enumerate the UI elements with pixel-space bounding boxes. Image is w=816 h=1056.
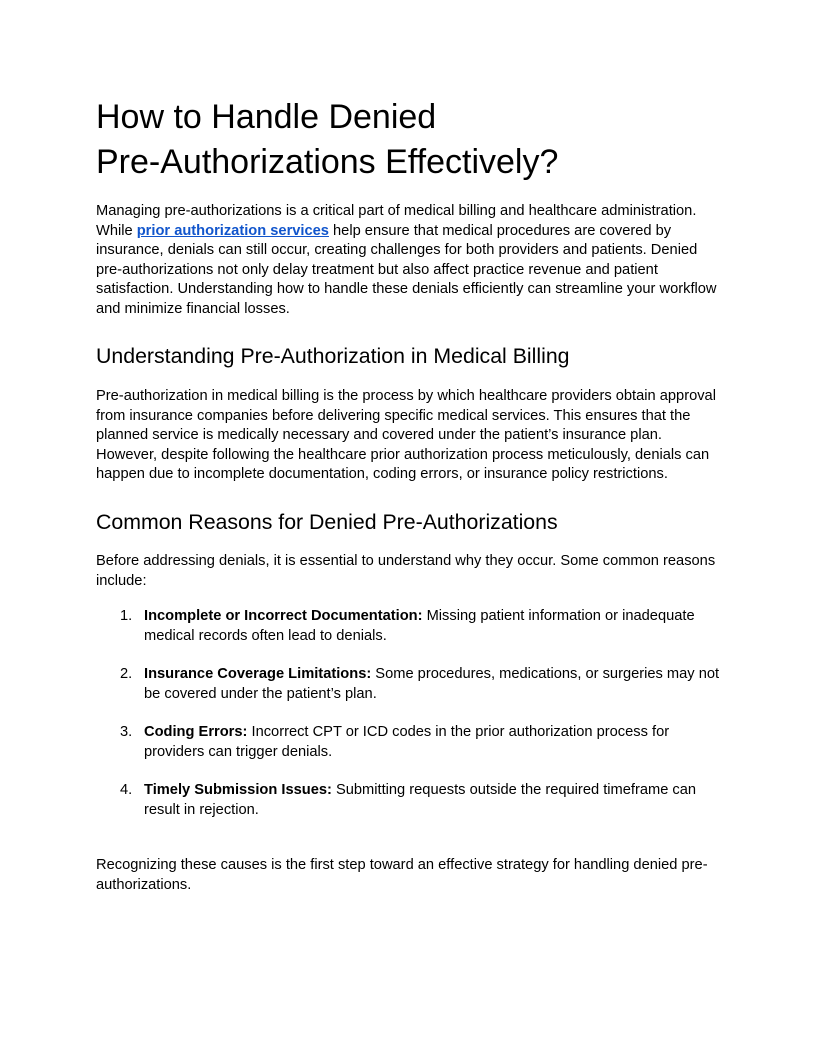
list-item: [120, 781, 724, 820]
section-heading-common-reasons: Common Reasons for Denied Pre-Authorizations: [96, 510, 558, 534]
list-item: [120, 665, 724, 704]
list-item-title: Timely Submission Issues:: [144, 782, 332, 798]
intro-text-before: Managing pre-authorizations is a critical part of medical billing and healthcare administration. While: [96, 203, 697, 239]
list-item: [120, 607, 724, 646]
title-line-2: Pre-Authorizations Effectively?: [96, 143, 559, 181]
list-number: 1.: [120, 608, 133, 624]
intro-text-after: help ensure that medical procedures are covered by insurance, denials can still occur, creating challenges for both providers and patients. Denied pre-authorizations not only delay treatment but also affect practice revenue and patient satisfaction. Understanding how to handle these denials efficiently can streamline your workflow and minimize financial losses.: [96, 222, 717, 317]
list-number: 3.: [120, 724, 133, 740]
list-item-title: Insurance Coverage Limitations:: [144, 666, 372, 682]
title-line-1: How to Handle Denied: [96, 98, 437, 136]
section-common-reasons-intro: Before addressing denials, it is essential to understand why they occur. Some common reasons include:: [96, 553, 716, 589]
list-item-text: Submitting requests outside the required timeframe can result in rejection.: [144, 782, 697, 818]
closing-paragraph: Recognizing these causes is the first step toward an effective strategy for handling denied pre-authorizations.: [96, 857, 708, 893]
section-understanding-body: Pre-authorization in medical billing is the process by which healthcare providers obtain approval from insurance companies before delivering specific medical services. This ensures that the planned service is medically necessary and covered under the patient’s insurance plan. However, despite following the healthcare prior authorization process meticulously, denials can happen due to incomplete documentation, coding errors, or insurance policy restrictions.: [96, 388, 716, 482]
page-title: [96, 95, 724, 185]
list-item: [120, 723, 724, 762]
section-heading-understanding: Understanding Pre-Authorization in Medical Billing: [96, 344, 570, 368]
list-number: 2.: [120, 666, 133, 682]
list-item-text: Incorrect CPT or ICD codes in the prior authorization process for providers can trigger denials.: [144, 724, 670, 760]
list-number: 4.: [120, 782, 133, 798]
list-item-text: Missing patient information or inadequate medical records often lead to denials.: [144, 608, 695, 644]
prior-authorization-services-link[interactable]: prior authorization services: [136, 222, 329, 239]
list-item-title: Incomplete or Incorrect Documentation:: [144, 608, 423, 624]
list-item-text: Some procedures, medications, or surgeries may not be covered under the patient’s plan.: [144, 666, 720, 702]
list-item-title: Coding Errors:: [144, 724, 248, 740]
intro-paragraph: [96, 202, 724, 319]
